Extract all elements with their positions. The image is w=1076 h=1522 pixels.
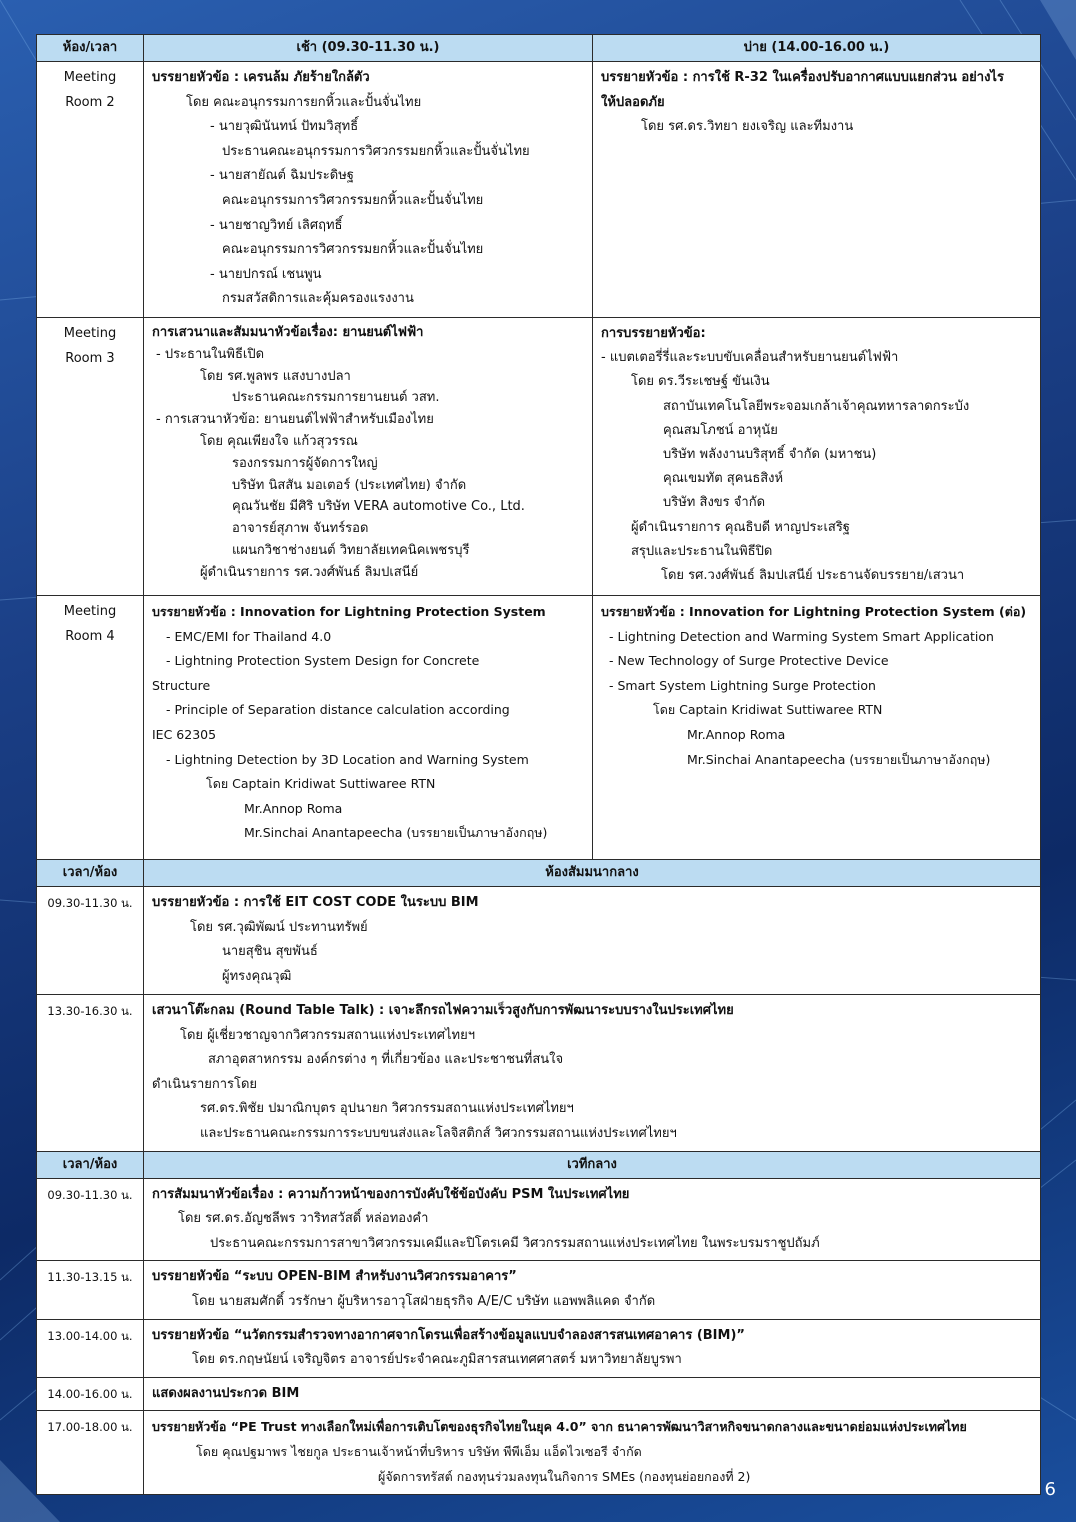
session-title: เสวนาโต๊ะกลม (Round Table Talk) : เจาะลึกรถไฟความเร็วสูงกับการพัฒนาระบบรางในประเทศไทย: [152, 1003, 734, 1018]
table-row-stage-3: [37, 1319, 1041, 1377]
session-line: โดย รศ.วงศ์พันธ์ ลิมปเสนีย์ ประธานจัดบรรยาย/เสวนา: [661, 568, 965, 584]
session-line: - Principle of Separation distance calculation according: [166, 702, 510, 718]
session-title: บรรยายหัวข้อ : การใช้ EIT COST CODE ในระบบ BIM: [152, 895, 479, 910]
stage-session-2: [144, 1261, 1041, 1319]
session-line: - Lightning Detection by 3D Location and Warning System: [166, 751, 529, 767]
session-line: รศ.ดร.พิชัย ปมาณิกบุตร อุปนายก วิศวกรรมสถานแห่งประเทศไทยฯ: [200, 1101, 574, 1117]
room-4-afternoon: [593, 596, 1041, 860]
room-4-morning: [144, 596, 593, 860]
central-session-2: [144, 995, 1041, 1152]
session-line: Mr.Annop Roma: [687, 726, 786, 742]
header-stage: เวทีกลาง: [144, 1151, 1041, 1178]
session-line: - นายปกรณ์ เชนพูน: [210, 266, 322, 282]
room-number: Room 3: [65, 350, 115, 366]
session-time: 13.30-16.30 น.: [37, 995, 144, 1152]
session-line: - Lightning Protection System Design for Concrete: [166, 653, 480, 669]
session-line: - การเสวนาหัวข้อ: ยานยนต์ไฟฟ้าสำหรับเมืองไทย: [156, 412, 434, 428]
session-line: กรมสวัสดิการและคุ้มครองแรงงาน: [222, 291, 414, 307]
room-name: Meeting: [63, 70, 117, 85]
session-line: สภาอุตสาหกรรม องค์กรต่าง ๆ ที่เกี่ยวข้อง และประชาชนที่สนใจ: [208, 1052, 564, 1068]
header-morning: เช้า (09.30-11.30 น.): [144, 35, 593, 62]
session-line: ผู้จัดการทรัสต์ กองทุนร่วมลงทุนในกิจการ SMEs (กองทุนย่อยกองที่ 2): [378, 1468, 751, 1484]
header-time-room: เวลา/ห้อง: [37, 860, 144, 887]
session-title: การเสวนาและสัมมนาหัวข้อเรื่อง: ยานยนต์ไฟฟ้า: [152, 325, 424, 340]
session-title: บรรยายหัวข้อ “นวัตกรรมสำรวจทางอากาศจากโดรนเพื่อสร้างข้อมูลแบบจำลองสารสนเทศอาคาร (BIM)”: [152, 1327, 745, 1343]
stage-session-5: [144, 1411, 1041, 1495]
session-title: บรรยายหัวข้อ : Innovation for Lightning Protection System (ต่อ): [601, 604, 1027, 619]
room-3-afternoon: [593, 318, 1041, 596]
session-line: ประธานคณะอนุกรรมการวิศวกรรมยกหิ้วและปั้นจั่นไทย: [222, 143, 530, 159]
stage-session-4: [144, 1377, 1041, 1411]
session-line: โดย นายสมศักดิ์ วรรักษา ผู้บริหารอาวุโสฝ่ายธุรกิจ A/E/C บริษัท แอพพลิแคด จำกัด: [192, 1293, 656, 1309]
session-line: - นายชาญวิทย์ เลิศฤทธิ์: [210, 217, 343, 233]
session-line: - Smart System Lightning Surge Protection: [609, 677, 876, 693]
session-line: คุณเขมทัต สุคนธสิงห์: [663, 471, 784, 487]
room-2-morning: [144, 62, 593, 318]
table-row-stage-1: [37, 1178, 1041, 1261]
table-row-central-1: [37, 887, 1041, 995]
header-afternoon: บ่าย (14.00-16.00 น.): [593, 35, 1041, 62]
session-line: บริษัท สิงขร จำกัด: [663, 495, 766, 511]
session-line: บริษัท นิสสัน มอเตอร์ (ประเทศไทย) จำกัด: [232, 477, 467, 493]
stage-session-1: [144, 1178, 1041, 1261]
page-number: 6: [1044, 1479, 1056, 1500]
session-title: บรรยายหัวข้อ : การใช้ R-32 ในเครื่องปรับอากาศแบบแยกส่วน อย่างไร: [601, 70, 1004, 85]
table-row-central-2: [37, 995, 1041, 1152]
session-time: 11.30-13.15 น.: [37, 1261, 144, 1319]
session-title-cont: ให้ปลอดภัย: [601, 94, 665, 110]
session-line: โดย Captain Kridiwat Suttiwaree RTN: [653, 702, 883, 718]
room-number: Room 2: [65, 94, 115, 110]
session-line: นายสุชิน สุขพันธ์: [222, 944, 318, 960]
session-title: การสัมมนาหัวข้อเรื่อง : ความก้าวหน้าของการบังคับใช้ข้อบังคับ PSM ในประเทศไทย: [152, 1186, 630, 1202]
session-line: Structure: [152, 677, 211, 693]
session-line: โดย Captain Kridiwat Suttiwaree RTN: [206, 776, 436, 792]
session-line: ดำเนินรายการโดย: [152, 1076, 258, 1092]
session-line: Mr.Sinchai Anantapeecha (บรรยายเป็นภาษาอังกฤษ): [244, 825, 548, 841]
central-session-1: [144, 887, 1041, 995]
room-3-morning: [144, 318, 593, 596]
session-line: โดย ดร.กฤษนัยน์ เจริญจิตร อาจารย์ประจำคณะภูมิสารสนเทศศาสตร์ มหาวิทยาลัยบูรพา: [192, 1352, 682, 1368]
session-line: โดย คุณเพียงใจ แก้วสุวรรณ: [200, 433, 358, 449]
schedule-table: [36, 34, 1041, 1495]
session-line: โดย คณะอนุกรรมการยกหิ้วและปั้นจั่นไทย: [186, 94, 422, 110]
session-time: 17.00-18.00 น.: [37, 1411, 144, 1495]
session-line: ผู้ดำเนินรายการ รศ.วงศ์พันธ์ ลิมปเสนีย์: [200, 564, 419, 580]
header-room-time: ห้อง/เวลา: [37, 35, 144, 62]
session-title: บรรยายหัวข้อ “ระบบ OPEN-BIM สำหรับงานวิศวกรรมอาคาร”: [152, 1269, 517, 1285]
session-line: คณะอนุกรรมการวิศวกรรมยกหิ้วและปั้นจั่นไทย: [222, 242, 484, 258]
schedule-sheet: [36, 34, 1040, 1495]
session-line: แผนกวิชาช่างยนต์ วิทยาลัยเทคนิคเพชรบุรี: [232, 542, 470, 558]
session-line: โดย รศ.พูลพร แสงบางปลา: [200, 368, 351, 384]
session-line: Mr.Annop Roma: [244, 800, 343, 816]
session-line: คุณสมโภชน์ อาหุนัย: [663, 422, 778, 438]
session-line: และประธานคณะกรรมการระบบขนส่งและโลจิสติกส์ วิศวกรรมสถานแห่งประเทศไทยฯ: [200, 1125, 677, 1141]
table-header-row: [37, 35, 1041, 62]
stage-session-3: [144, 1319, 1041, 1377]
session-line: - New Technology of Surge Protective Device: [609, 653, 889, 669]
session-line: โดย ผู้เชี่ยวชาญจากวิศวกรรมสถานแห่งประเทศไทยฯ: [180, 1027, 476, 1043]
room-name: Meeting: [63, 604, 117, 619]
table-row-room-2: [37, 62, 1041, 318]
table-row-room-4: [37, 596, 1041, 860]
table-row-stage-2: [37, 1261, 1041, 1319]
session-line: Mr.Sinchai Anantapeecha (บรรยายเป็นภาษาอังกฤษ): [687, 751, 991, 767]
session-line: - แบตเตอรี่รี่และระบบขับเคลื่อนสำหรับยานยนต์ไฟฟ้า: [601, 350, 899, 366]
room-number: Room 4: [65, 628, 115, 644]
session-title: บรรยายหัวข้อ : Innovation for Lightning Protection System: [152, 604, 546, 619]
room-2-label: [37, 62, 144, 318]
session-line: อาจารย์สุภาพ จันทร์รอด: [232, 521, 369, 537]
room-4-label: [37, 596, 144, 860]
session-line: ผู้ดำเนินรายการ คุณธิบดี หาญประเสริฐ: [631, 519, 850, 535]
session-line: บริษัท พลังงานบริสุทธิ์ จำกัด (มหาชน): [663, 447, 877, 463]
session-line: IEC 62305: [152, 726, 217, 742]
stage-header-row: [37, 1151, 1041, 1178]
room-2-afternoon: [593, 62, 1041, 318]
session-title: บรรยายหัวข้อ “PE Trust ทางเลือกใหม่เพื่อการเติบโตของธุรกิจไทยในยุค 4.0” จาก ธนาคารพัฒนาวิสาหกิจขนาดกลางและขนาดย่อมแห่งประเทศไทย: [152, 1419, 967, 1435]
session-line: โดย รศ.ดร.อัญชลีพร วาริทสวัสดิ์ หล่อทองคำ: [178, 1211, 429, 1227]
session-line: - ประธานในพิธีเปิด: [156, 346, 265, 362]
session-title: แสดงผลงานประกวด BIM: [152, 1385, 300, 1401]
session-time: 09.30-11.30 น.: [37, 887, 144, 995]
header-central-room: ห้องสัมมนากลาง: [144, 860, 1041, 887]
session-line: คุณวันชัย มีศิริ บริษัท VERA automotive Co., Ltd.: [232, 499, 525, 515]
session-time: 14.00-16.00 น.: [37, 1377, 144, 1411]
room-name: Meeting: [63, 326, 117, 341]
session-line: โดย รศ.ดร.วิทยา ยงเจริญ และทีมงาน: [641, 119, 854, 135]
session-line: - EMC/EMI for Thailand 4.0: [166, 628, 332, 644]
central-room-header-row: [37, 860, 1041, 887]
session-line: - Lightning Detection and Warming System Smart Application: [609, 628, 994, 644]
session-line: - นายวุฒินันทน์ ปัทมวิสุทธิ์: [210, 119, 359, 135]
session-line: โดย ดร.วีระเชษฐ์ ขันเงิน: [631, 374, 770, 390]
session-line: ประธานคณะกรรมการสาขาวิศวกรรมเคมีและปิโตรเคมี วิศวกรรมสถานแห่งประเทศไทย ในพระบรมราชูปถัมภ์: [210, 1235, 820, 1251]
session-line: สถาบันเทคโนโลยีพระจอมเกล้าเจ้าคุณทหารลาดกระบัง: [663, 398, 970, 414]
session-line: ประธานคณะกรรมการยานยนต์ วสท.: [232, 390, 440, 406]
session-line: - นายสายัณต์ ฉิมประดิษฐ: [210, 168, 354, 184]
table-row-room-3: [37, 318, 1041, 596]
session-title: บรรยายหัวข้อ : เครนล้ม ภัยร้ายใกล้ตัว: [152, 70, 370, 85]
table-row-stage-5: [37, 1411, 1041, 1495]
session-time: 09.30-11.30 น.: [37, 1178, 144, 1261]
table-row-stage-4: [37, 1377, 1041, 1411]
session-title: การบรรยายหัวข้อ:: [601, 326, 706, 341]
header-time-room: เวลา/ห้อง: [37, 1151, 144, 1178]
session-line: คณะอนุกรรมการวิศวกรรมยกหิ้วและปั้นจั่นไทย: [222, 192, 484, 208]
room-3-label: [37, 318, 144, 596]
session-line: โดย คุณปฐมาพร ไชยกูล ประธานเจ้าหน้าที่บริหาร บริษัท พีพีเอ็ม แอ็ดไวเซอรี จำกัด: [196, 1443, 642, 1459]
session-line: รองกรรมการผู้จัดการใหญ่: [232, 455, 378, 471]
session-time: 13.00-14.00 น.: [37, 1319, 144, 1377]
session-line: ผู้ทรงคุณวุฒิ: [222, 968, 292, 984]
session-line: โดย รศ.วุฒิพัฒน์ ประทานทรัพย์: [190, 919, 368, 935]
session-line: สรุปและประธานในพิธีปิด: [631, 543, 773, 559]
